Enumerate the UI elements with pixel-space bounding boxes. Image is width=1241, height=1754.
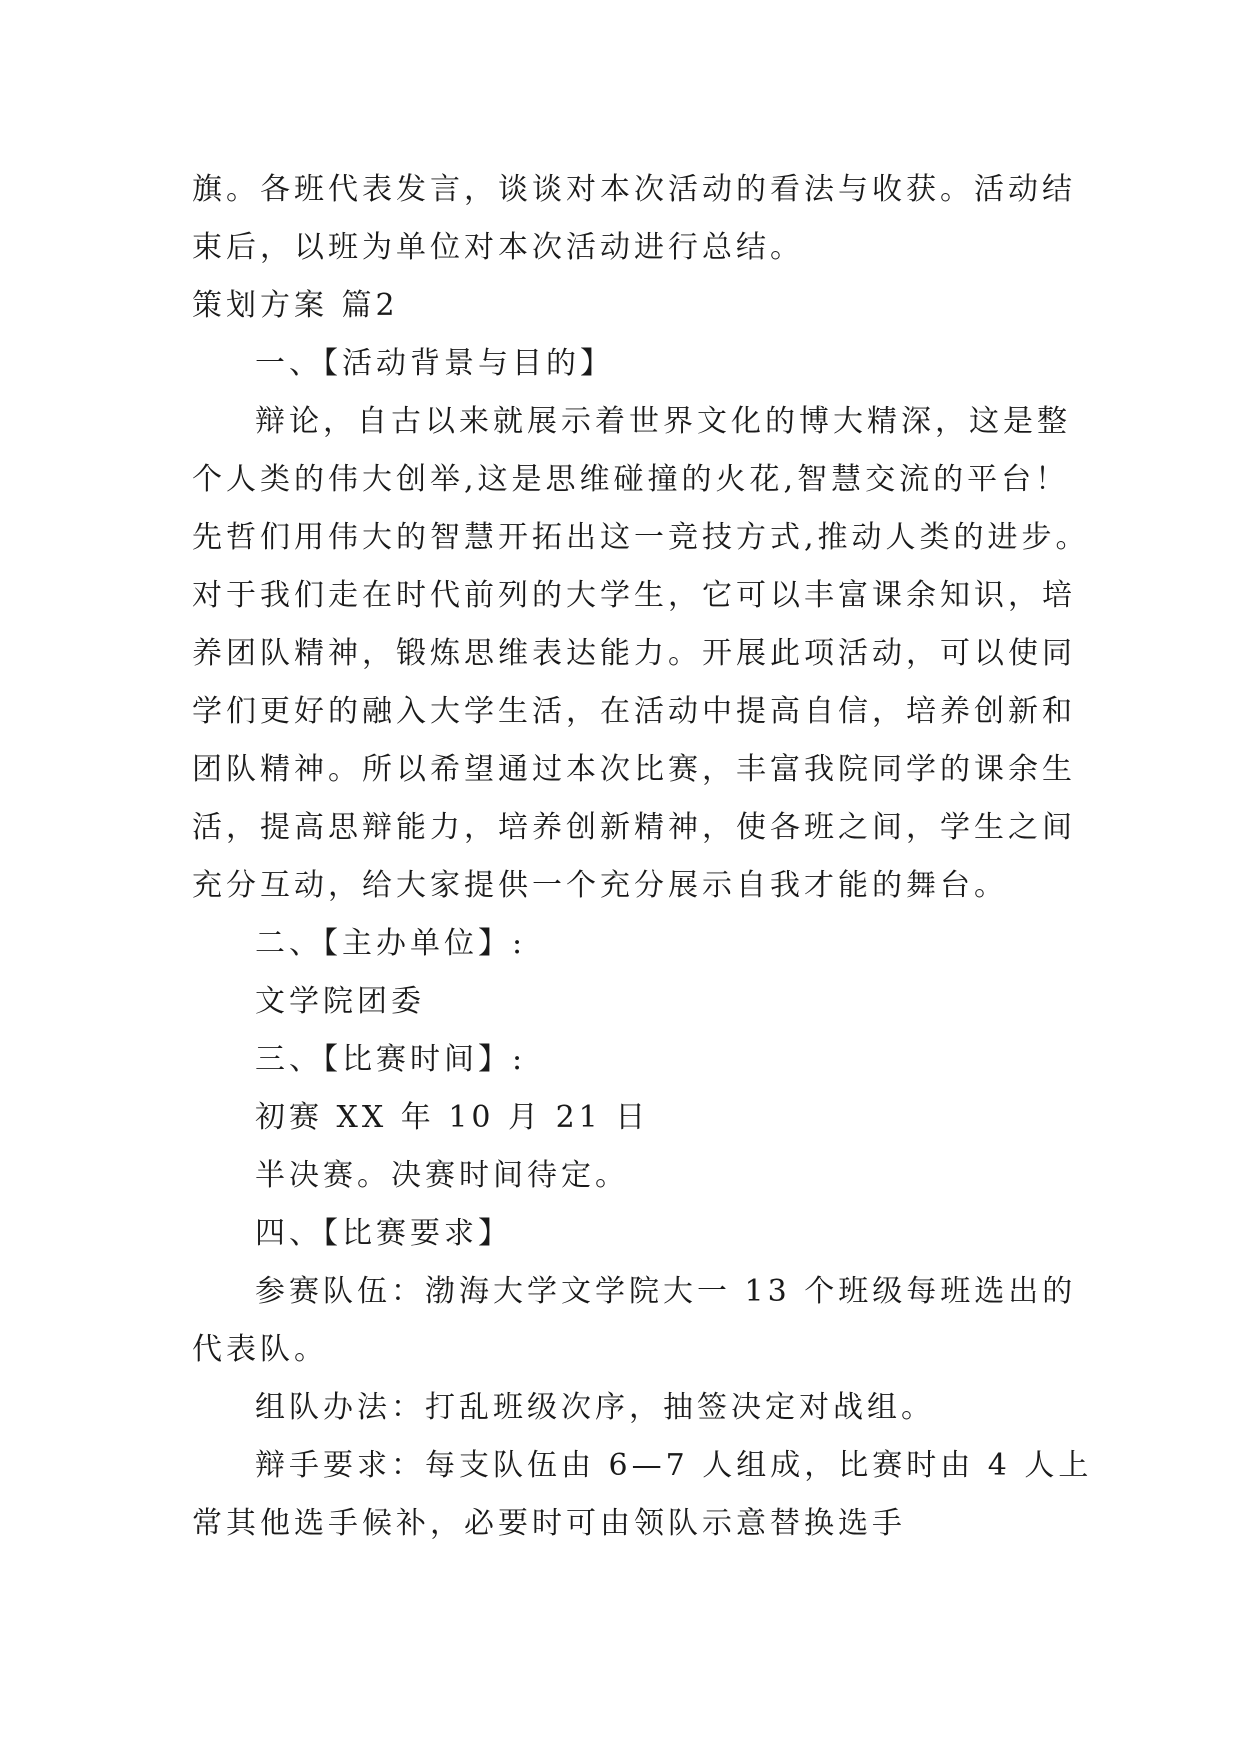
text-line: 先哲们用伟大的智慧开拓出这一竞技方式,推动人类的进步。 bbox=[192, 520, 1090, 555]
text-line: 文学院团委 bbox=[255, 984, 425, 1019]
text-line: 辩论，自古以来就展示着世界文化的博大精深，这是整 bbox=[255, 404, 1071, 439]
heading-background: 一、【活动背景与目的】 bbox=[255, 346, 614, 381]
heading-time: 三、【比赛时间】: bbox=[255, 1042, 527, 1077]
section-title: 策划方案 篇2 bbox=[192, 288, 399, 323]
heading-organizer: 二、【主办单位】: bbox=[255, 926, 527, 961]
text-line: 团队精神。所以希望通过本次比赛，丰富我院同学的课余生 bbox=[192, 752, 1076, 787]
text-line: 学们更好的融入大学生活，在活动中提高自信，培养创新和 bbox=[192, 694, 1076, 729]
text-line: 旗。各班代表发言，谈谈对本次活动的看法与收获。活动结 bbox=[192, 172, 1076, 207]
text-line: 活，提高思辩能力，培养创新精神，使各班之间，学生之间 bbox=[192, 810, 1076, 845]
text-line: 束后，以班为单位对本次活动进行总结。 bbox=[192, 230, 804, 265]
text-line: 半决赛。决赛时间待定。 bbox=[255, 1158, 629, 1193]
text-line: 对于我们走在时代前列的大学生，它可以丰富课余知识，培 bbox=[192, 578, 1076, 613]
text-line: 代表队。 bbox=[192, 1332, 328, 1367]
text-line: 常其他选手候补，必要时可由领队示意替换选手 bbox=[192, 1506, 906, 1541]
text-line: 个人类的伟大创举,这是思维碰撞的火花,智慧交流的平台！ bbox=[192, 462, 1070, 497]
text-line: 充分互动，给大家提供一个充分展示自我才能的舞台。 bbox=[192, 868, 1008, 903]
text-line: 组队办法：打乱班级次序，抽签决定对战组。 bbox=[255, 1390, 935, 1425]
text-line: 初赛 XX 年 10 月 21 日 bbox=[255, 1100, 650, 1135]
text-line: 养团队精神，锻炼思维表达能力。开展此项活动，可以使同 bbox=[192, 636, 1076, 671]
text-line: 辩手要求：每支队伍由 6—7 人组成，比赛时由 4 人上 bbox=[255, 1448, 1093, 1483]
text-line: 参赛队伍：渤海大学文学院大一 13 个班级每班选出的 bbox=[255, 1274, 1077, 1309]
heading-requirements: 四、【比赛要求】 bbox=[255, 1216, 512, 1251]
